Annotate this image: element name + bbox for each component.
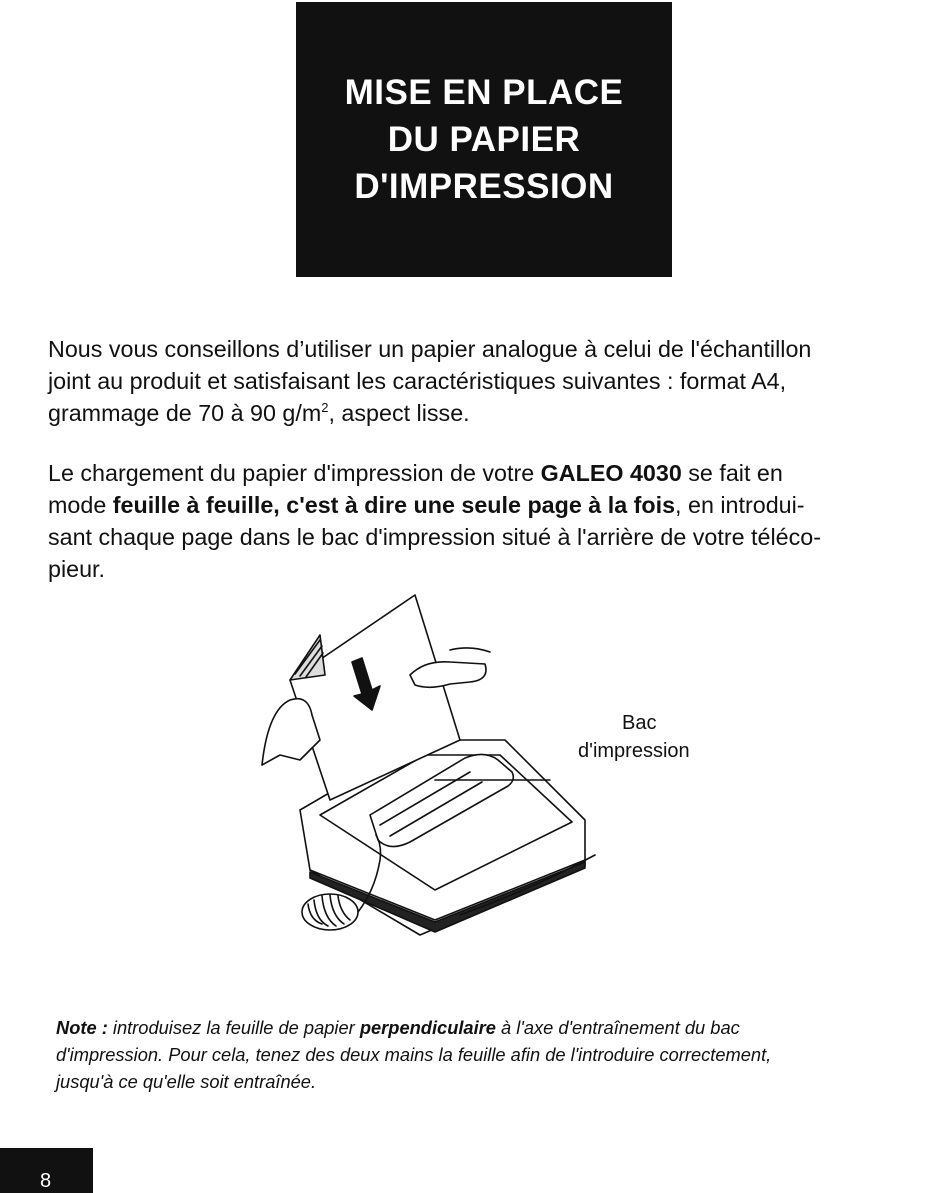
sheet-mode-emphasis: feuille à feuille, c'est à dire une seule page à la fois	[112, 492, 676, 518]
loading-line-2	[48, 489, 918, 521]
intro-line-3	[48, 397, 918, 429]
superscript-two: 2	[321, 400, 329, 415]
paper-tray-callout-line-1: Bac	[622, 712, 657, 734]
section-title-box	[296, 2, 672, 277]
page-number-box	[0, 1148, 93, 1193]
loading-line-2-end: , en introdui-	[675, 492, 805, 518]
loading-line-1-text: Le chargement du papier d'impression de votre	[48, 460, 541, 486]
intro-paragraph	[48, 333, 918, 429]
paper-tray-callout-line-2: d'impression	[578, 740, 690, 762]
intro-line-3-text: grammage de 70 à 90 g/m	[48, 400, 322, 426]
paper-tray-callout	[578, 709, 690, 765]
intro-line-1: Nous vous conseillons d’utiliser un papier analogue à celui de l'échantillon	[48, 336, 812, 362]
loading-line-1	[48, 457, 918, 489]
note-line-3: jusqu'à ce qu'elle soit entraînée.	[56, 1071, 317, 1092]
loading-line-1-end: se fait en	[681, 460, 783, 486]
section-title-line-2: DU PAPIER	[387, 120, 581, 159]
loading-line-2-text: mode	[48, 492, 113, 518]
section-title-line-1: MISE EN PLACE	[344, 73, 624, 112]
note-paragraph	[56, 1014, 916, 1095]
note-line-1	[56, 1014, 916, 1041]
note-line-1-text: introduisez la feuille de papier	[107, 1017, 360, 1038]
note-emphasis: perpendiculaire	[359, 1017, 496, 1038]
intro-line-3-end: , aspect lisse.	[328, 400, 470, 426]
note-line-1-end: à l'axe d'entraînement du bac	[495, 1017, 740, 1038]
note-line-2: d'impression. Pour cela, tenez des deux mains la feuille afin de l'introduire correctement,	[56, 1044, 772, 1065]
loading-line-4: pieur.	[48, 556, 105, 582]
loading-line-3: sant chaque page dans le bac d'impression situé à l'arrière de votre téléco-	[48, 524, 821, 550]
fax-paper-loading-illustration	[250, 590, 600, 950]
section-title-line-3: D'IMPRESSION	[354, 167, 614, 206]
product-name: GALEO 4030	[540, 460, 682, 486]
note-label: Note :	[56, 1017, 108, 1038]
intro-line-2: joint au produit et satisfaisant les caractéristiques suivantes : format A4,	[48, 368, 787, 394]
loading-paragraph	[48, 457, 918, 585]
page-number: 8	[40, 1170, 52, 1192]
